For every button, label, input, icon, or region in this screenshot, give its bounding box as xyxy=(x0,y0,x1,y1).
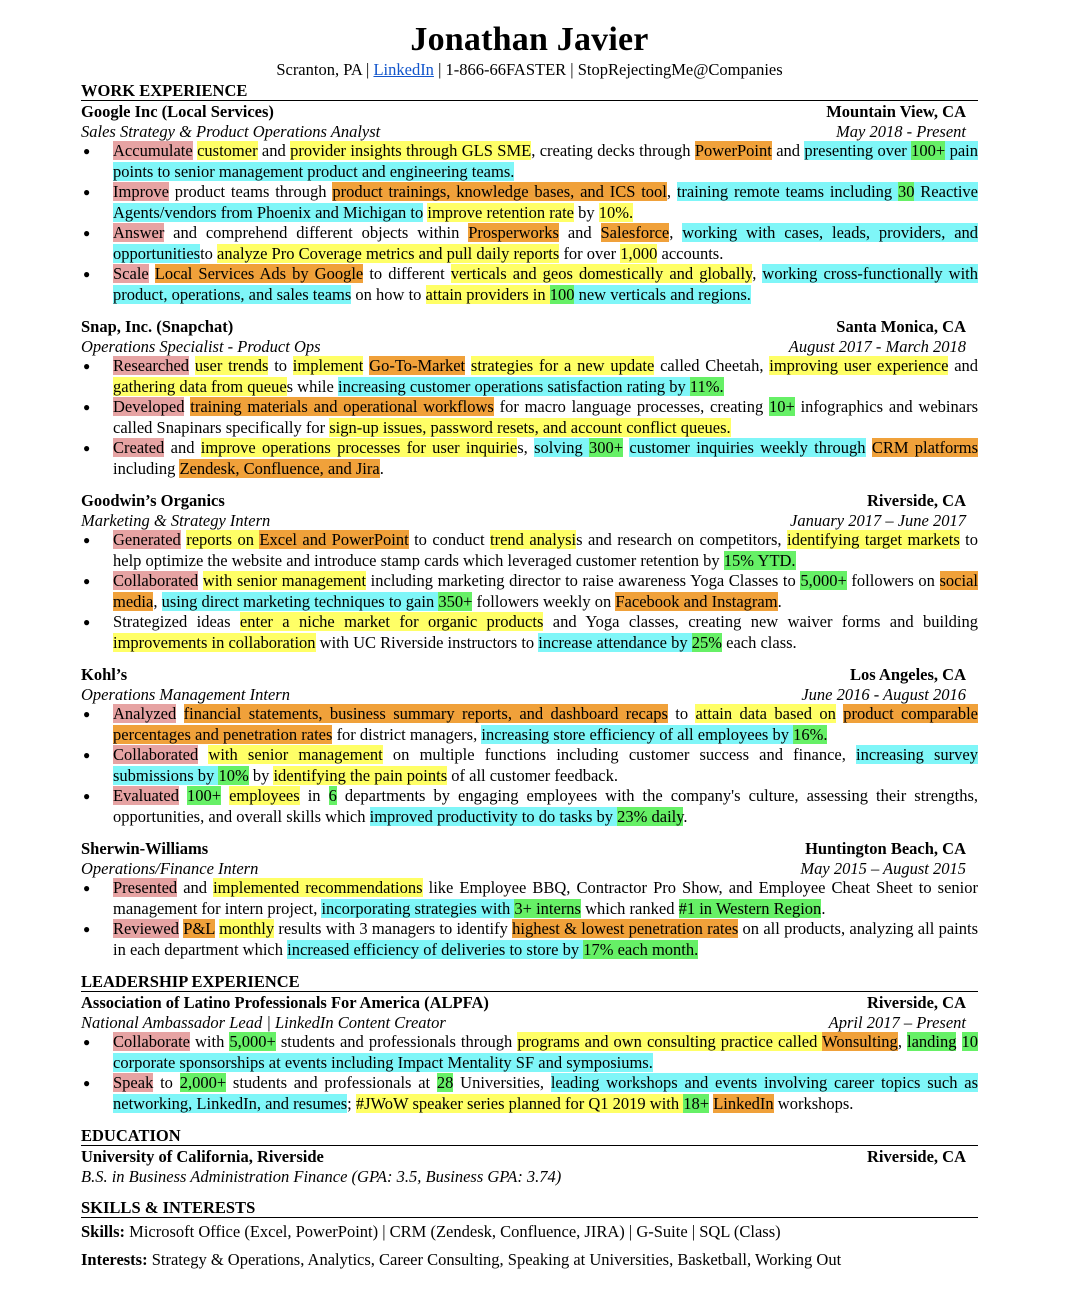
bullet-item xyxy=(81,919,978,960)
highlighted-phrase: 1,000 xyxy=(620,243,658,263)
highlighted-phrase: 350+ xyxy=(438,591,473,611)
highlighted-phrase: social media xyxy=(113,571,978,611)
skills-line xyxy=(81,1222,978,1242)
highlighted-phrase: leading workshops and events involving career topics such as networking, LinkedIn, and resumes xyxy=(113,1073,978,1113)
highlighted-phrase: 6 xyxy=(328,786,337,805)
highlighted-phrase: Answer xyxy=(113,223,165,242)
bullet-text: followers on xyxy=(846,571,940,590)
job-entry xyxy=(81,839,978,960)
highlighted-phrase: attain data based on xyxy=(695,704,836,723)
bullet-text: students and professionals at xyxy=(226,1073,437,1092)
highlighted-phrase: analyze Pro Coverage metrics and pull daily reports xyxy=(217,243,560,263)
bullet-list xyxy=(81,1032,978,1114)
highlighted-phrase: 15% YTD. xyxy=(723,550,796,570)
job-title: Operations Specialist - Product Ops xyxy=(81,336,321,356)
highlighted-phrase: 5,000+ xyxy=(229,1032,276,1051)
job-dates: June 2016 - August 2016 xyxy=(801,684,966,704)
organization-name: Kohl’s xyxy=(81,665,128,684)
highlighted-phrase: identifying target markets xyxy=(786,530,960,549)
highlighted-phrase: Wonsulting xyxy=(822,1032,898,1051)
highlighted-phrase: CRM platforms xyxy=(871,438,979,457)
bullet-item xyxy=(81,612,978,653)
bullet-item xyxy=(81,182,978,223)
highlighted-phrase: identifying the pain points xyxy=(273,765,448,785)
highlighted-phrase: Local Services Ads by Google xyxy=(154,264,364,283)
job-entry xyxy=(81,102,978,305)
bullet-text: which ranked xyxy=(580,898,679,918)
job-location: Los Angeles, CA xyxy=(850,665,966,684)
job-header-row xyxy=(81,491,978,511)
bullet-text: and comprehend different objects within xyxy=(164,223,469,242)
highlighted-phrase: Zendesk, Confluence, and Jira xyxy=(179,458,380,478)
bullet-item xyxy=(81,223,978,264)
highlighted-phrase: product trainings, knowledge bases, and ICS tool xyxy=(332,182,667,201)
bullet-text: and xyxy=(558,223,601,242)
highlighted-phrase: Improve xyxy=(113,182,169,201)
education-section xyxy=(81,1126,978,1186)
highlighted-phrase: P&L xyxy=(183,919,215,938)
organization-name: Goodwin’s Organics xyxy=(81,491,225,510)
highlighted-phrase: user trends xyxy=(194,356,269,375)
job-header-row xyxy=(81,839,978,859)
bullet-item xyxy=(81,745,978,786)
bullet-text: by xyxy=(573,202,599,222)
highlighted-phrase: Excel and PowerPoint xyxy=(259,530,409,549)
contact-line xyxy=(81,59,978,81)
highlighted-phrase: 5,000+ xyxy=(800,571,847,590)
bullet-item xyxy=(81,397,978,438)
job-location: Riverside, CA xyxy=(867,491,966,510)
highlighted-phrase: sign-up issues, password resets, and account conflict queues. xyxy=(329,417,731,437)
bullet-item xyxy=(81,1032,978,1073)
highlighted-phrase: Reviewed xyxy=(113,919,179,938)
bullet-item xyxy=(81,438,978,479)
job-entry xyxy=(81,491,978,653)
job-title: Marketing & Strategy Intern xyxy=(81,510,271,530)
bullet-text: ; xyxy=(347,1093,356,1113)
highlighted-phrase: improved productivity to do tasks by xyxy=(369,806,618,826)
bullet-text: with xyxy=(189,1032,230,1051)
job-dates: April 2017 – Present xyxy=(828,1012,966,1032)
highlighted-phrase: enter a niche market for organic products xyxy=(239,612,544,631)
highlighted-phrase: trend analysi xyxy=(490,530,577,549)
bullet-text: on all products, analyzing all paints in each department which xyxy=(113,919,978,959)
highlighted-phrase: Collaborate xyxy=(113,1032,190,1051)
bullet-text: with UC Riverside instructors to xyxy=(315,632,539,652)
highlighted-phrase: reports on xyxy=(186,530,260,549)
bullet-text xyxy=(189,356,195,375)
bullet-item xyxy=(81,530,978,571)
bullet-text: Universities, xyxy=(453,1073,551,1092)
contact-separator: | xyxy=(361,60,374,79)
bullet-text xyxy=(866,438,872,457)
school-name: University of California, Riverside xyxy=(81,1147,324,1166)
highlighted-phrase: LinkedIn xyxy=(713,1093,774,1113)
bullet-text xyxy=(956,1032,961,1051)
bullet-list xyxy=(81,356,978,479)
bullet-text: to conduct xyxy=(408,530,491,549)
highlighted-phrase: Evaluated xyxy=(113,786,179,805)
highlighted-phrase: working cross-functionally with product, operations, and sales teams xyxy=(113,264,978,304)
job-location: Riverside, CA xyxy=(867,993,966,1012)
bullet-text: , xyxy=(752,264,763,283)
bullet-text: . xyxy=(683,806,688,826)
highlighted-phrase: Accumulate xyxy=(113,141,193,160)
bullet-text xyxy=(221,786,229,805)
bullet-text: accounts. xyxy=(657,243,724,263)
highlighted-phrase: with senior management xyxy=(208,745,383,764)
highlighted-phrase: 18+ xyxy=(683,1093,710,1113)
school-location: Riverside, CA xyxy=(867,1147,966,1166)
highlighted-phrase: gathering data from queue xyxy=(113,376,287,396)
job-dates: May 2018 - Present xyxy=(836,121,966,141)
highlighted-phrase: customer xyxy=(197,141,258,160)
section-title-skills: SKILLS & INTERESTS xyxy=(81,1198,978,1218)
job-title: Sales Strategy & Product Operations Analyst xyxy=(81,121,381,141)
job-header-row xyxy=(81,102,978,122)
highlighted-phrase: 100 xyxy=(549,284,575,304)
highlighted-phrase: Go-To-Market xyxy=(369,356,466,375)
interests-label: Interests: xyxy=(81,1250,148,1269)
highlighted-phrase: 10% xyxy=(218,765,249,785)
job-title: National Ambassador Lead | LinkedIn Content Creator xyxy=(81,1012,446,1032)
organization-name: Association of Latino Professionals For America (ALPFA) xyxy=(81,993,489,1012)
job-header-row xyxy=(81,665,978,685)
highlighted-phrase: increasing survey submissions by xyxy=(113,745,979,785)
highlighted-phrase: Reactive Agents/vendors from Phoenix and Michigan to xyxy=(113,182,979,222)
highlighted-phrase: improving user experience xyxy=(769,356,949,375)
bullet-text: . xyxy=(777,591,782,611)
bullet-text xyxy=(198,745,208,764)
highlighted-phrase: Presented xyxy=(113,878,178,897)
highlighted-phrase: customer inquiries weekly through xyxy=(629,438,866,457)
highlighted-phrase: pain points to senior management product and engineering teams. xyxy=(113,141,978,181)
highlighted-phrase: using direct marketing techniques to gain xyxy=(161,591,439,611)
highlighted-phrase: Researched xyxy=(113,356,190,375)
highlighted-phrase: Scale xyxy=(113,264,149,283)
bullet-text: by xyxy=(248,765,274,785)
bullet-text: to xyxy=(153,1073,180,1092)
highlighted-phrase: 300+ xyxy=(589,438,624,457)
highlighted-phrase: product comparable percentages and penetration rates xyxy=(113,704,978,744)
highlighted-phrase: employees xyxy=(229,786,300,805)
highlighted-phrase: verticals and geos domestically and globally xyxy=(450,264,753,283)
highlighted-phrase: PowerPoint xyxy=(694,141,772,160)
bullet-text: workshops. xyxy=(773,1093,854,1113)
highlighted-phrase: Analyzed xyxy=(113,704,177,723)
skills-text: Microsoft Office (Excel, PowerPoint) | CRM (Zendesk, Confluence, JIRA) | G-Suite | SQL (Class) xyxy=(125,1222,781,1241)
bullet-text: to help optimize the website and introduce stamp cards which leveraged customer retention by xyxy=(113,530,979,570)
organization-name: Snap, Inc. (Snapchat) xyxy=(81,317,234,336)
highlighted-phrase: Prosperworks xyxy=(468,223,559,242)
contact-details: | 1-866-66FASTER | StopRejectingMe@Companies xyxy=(433,60,783,79)
bullet-item xyxy=(81,571,978,612)
highlighted-phrase: Generated xyxy=(113,530,181,549)
bullet-text: to xyxy=(268,356,293,375)
job-entry xyxy=(81,993,978,1114)
highlighted-phrase: improve operations processes for user inquirie xyxy=(200,438,518,457)
bullet-text: results with 3 managers to identify xyxy=(274,919,513,938)
job-dates: May 2015 – August 2015 xyxy=(800,858,966,878)
bullet-text: in xyxy=(299,786,329,805)
job-location: Mountain View, CA xyxy=(826,102,966,121)
highlighted-phrase: increasing customer operations satisfaction rating by xyxy=(337,376,690,396)
highlighted-phrase: attain providers in xyxy=(425,284,550,304)
bullet-text: s while xyxy=(286,376,338,396)
highlighted-phrase: implemented recommendations xyxy=(213,878,423,897)
highlighted-phrase: programs and own consulting practice called xyxy=(517,1032,823,1051)
highlighted-phrase: Salesforce xyxy=(600,223,670,242)
highlighted-phrase: increase attendance by xyxy=(538,632,692,652)
skills-label: Skills: xyxy=(81,1222,126,1241)
bullet-text: . xyxy=(379,458,384,478)
bullet-text: and Yoga classes, creating new waiver forms and building xyxy=(543,612,979,631)
bullet-text xyxy=(149,264,155,283)
highlighted-phrase: monthly xyxy=(219,919,275,938)
bullet-text: each class. xyxy=(722,632,797,652)
bullet-text: s and research on competitors, xyxy=(576,530,787,549)
highlighted-phrase: 100+ xyxy=(187,786,222,805)
highlighted-phrase: 100+ xyxy=(911,141,946,160)
highlighted-phrase: landing xyxy=(906,1032,957,1051)
highlighted-phrase: highest & lowest penetration rates xyxy=(512,919,739,938)
bullet-text: to different xyxy=(363,264,451,283)
highlighted-phrase: improve retention rate xyxy=(427,202,574,222)
bullet-text: for district managers, xyxy=(332,724,482,744)
skills-section xyxy=(81,1198,978,1270)
education-header-row xyxy=(81,1147,978,1167)
highlighted-phrase: Created xyxy=(113,438,165,457)
bullet-text: to xyxy=(667,704,696,723)
highlighted-phrase: 16%. xyxy=(793,724,828,744)
bullet-text: and xyxy=(948,356,979,375)
leadership-entries xyxy=(81,993,978,1114)
bullet-text: , creating decks through xyxy=(531,141,695,160)
job-location: Santa Monica, CA xyxy=(836,317,966,336)
bullet-text: like Employee BBQ, Contractor Pro Show, and Employee Cheat Sheet to senior management for intern project, xyxy=(113,878,978,918)
highlighted-phrase: Facebook and Instagram xyxy=(615,591,778,611)
highlighted-phrase: 30 xyxy=(897,182,915,201)
highlighted-phrase: #JWoW speaker series planned for Q1 2019 with xyxy=(355,1093,684,1113)
bullet-text: of all customer feedback. xyxy=(447,765,619,785)
highlighted-phrase: financial statements, business summary reports, and dashboard recaps xyxy=(183,704,668,723)
highlighted-phrase: 17% each month. xyxy=(583,939,699,959)
highlighted-phrase: #1 in Western Region xyxy=(678,898,822,918)
job-entry xyxy=(81,317,978,479)
bullet-text: , xyxy=(669,223,683,242)
job-role-row xyxy=(81,859,978,879)
bullet-list xyxy=(81,530,978,653)
highlighted-phrase: Collaborated xyxy=(113,745,199,764)
bullet-text: and xyxy=(164,438,201,457)
organization-name: Sherwin-Williams xyxy=(81,839,209,858)
highlighted-phrase: provider insights through GLS SME xyxy=(290,141,532,160)
highlighted-phrase: increasing store efficiency of all employees by xyxy=(481,724,794,744)
bullet-text: on how to xyxy=(351,284,426,304)
bullet-item xyxy=(81,141,978,182)
bullet-item xyxy=(81,786,978,827)
highlighted-phrase: 10+ xyxy=(768,397,795,416)
bullet-text: students and professionals through xyxy=(275,1032,518,1051)
job-header-row xyxy=(81,317,978,337)
highlighted-phrase: 11%. xyxy=(689,376,724,396)
bullet-list xyxy=(81,878,978,960)
job-dates: January 2017 – June 2017 xyxy=(790,510,966,530)
interests-line xyxy=(81,1250,978,1270)
section-title-leadership: LEADERSHIP EXPERIENCE xyxy=(81,972,978,992)
linkedin-link[interactable]: LinkedIn xyxy=(373,60,434,79)
bullet-text: for macro language processes, creating xyxy=(493,397,769,416)
highlighted-phrase: incorporating strategies with xyxy=(321,898,515,918)
highlighted-phrase: training remote teams including xyxy=(676,182,898,201)
highlighted-phrase: 10 xyxy=(961,1032,979,1051)
highlighted-phrase: 3+ interns xyxy=(514,898,581,918)
bullet-text xyxy=(176,704,183,723)
organization-name: Google Inc (Local Services) xyxy=(81,102,274,121)
bullet-text: departments by engaging employees with the company's culture, assessing their strengths, opportunities, and overall skills which xyxy=(113,786,978,826)
highlighted-phrase: strategies for a new update xyxy=(470,356,655,375)
highlighted-phrase: 10%. xyxy=(598,202,634,222)
job-role-row xyxy=(81,685,978,705)
job-role-row xyxy=(81,1013,978,1033)
bullet-text: s, xyxy=(517,438,535,457)
bullet-text: followers weekly on xyxy=(472,591,616,611)
bullet-text: , xyxy=(666,182,677,201)
bullet-item xyxy=(81,264,978,305)
bullet-text: and xyxy=(257,141,291,160)
highlighted-phrase: improvements in collaboration xyxy=(113,632,316,652)
job-dates: August 2017 - March 2018 xyxy=(788,336,966,356)
bullet-text: . xyxy=(821,898,826,918)
job-title: Operations/Finance Intern xyxy=(81,858,259,878)
bullet-text: to xyxy=(200,243,218,263)
highlighted-phrase: Collaborated xyxy=(113,571,199,590)
bullet-text: and xyxy=(177,878,214,897)
job-role-row xyxy=(81,122,978,142)
bullet-item xyxy=(81,878,978,919)
bullet-text: on multiple functions including customer success and finance, xyxy=(382,745,857,764)
contact-location: Scranton, PA xyxy=(276,60,362,79)
highlighted-phrase: new verticals and regions. xyxy=(574,284,751,304)
highlighted-phrase: with senior management xyxy=(202,571,367,590)
job-title: Operations Management Intern xyxy=(81,684,290,704)
bullet-list xyxy=(81,704,978,827)
degree: B.S. in Business Administration Finance (GPA: 3.5, Business GPA: 3.74) xyxy=(81,1166,562,1186)
section-title-education: EDUCATION xyxy=(81,1126,978,1146)
work-experience-section xyxy=(81,81,978,960)
bullet-text: and xyxy=(771,141,805,160)
bullet-text: including marketing director to raise awareness Yoga Classes to xyxy=(366,571,801,590)
highlighted-phrase: 28 xyxy=(436,1073,454,1092)
highlighted-phrase: training materials and operational workflows xyxy=(190,397,494,416)
bullet-text: product teams through xyxy=(168,182,333,201)
highlighted-phrase: solving xyxy=(534,438,590,457)
education-entry xyxy=(81,1147,978,1186)
highlighted-phrase: increased efficiency of deliveries to store by xyxy=(287,939,584,959)
job-location: Huntington Beach, CA xyxy=(805,839,966,858)
section-title-work: WORK EXPERIENCE xyxy=(81,81,978,101)
candidate-name: Jonathan Javier xyxy=(410,21,649,58)
bullet-item xyxy=(81,704,978,745)
bullet-text: including xyxy=(113,458,180,478)
highlighted-phrase: Developed xyxy=(113,397,185,416)
bullet-item xyxy=(81,356,978,397)
bullet-text: , xyxy=(897,1032,907,1051)
bullet-item xyxy=(81,1073,978,1114)
education-degree-row xyxy=(81,1167,978,1187)
job-header-row xyxy=(81,993,978,1013)
highlighted-phrase: 25% xyxy=(691,632,722,652)
job-role-row xyxy=(81,337,978,357)
highlighted-phrase: Speak xyxy=(113,1073,154,1092)
job-entry xyxy=(81,665,978,827)
bullet-text: Strategized ideas xyxy=(113,612,240,631)
bullet-text xyxy=(179,786,187,805)
bullet-text: infographics and webinars called Snapinars specifically for xyxy=(113,397,978,437)
bullet-text: for over xyxy=(559,243,621,263)
highlighted-phrase: presenting over xyxy=(804,141,912,160)
bullet-text: called Cheetah, xyxy=(654,356,770,375)
job-role-row xyxy=(81,511,978,531)
work-entries xyxy=(81,102,978,960)
interests-text: Strategy & Operations, Analytics, Career Consulting, Speaking at Universities, Basketball, Working Out xyxy=(147,1250,842,1269)
highlighted-phrase: 2,000+ xyxy=(179,1073,227,1092)
bullet-list xyxy=(81,141,978,305)
highlighted-phrase: 23% daily xyxy=(617,806,684,826)
leadership-section xyxy=(81,972,978,1114)
highlighted-phrase: implement xyxy=(292,356,364,375)
highlighted-phrase: corporate sponsorships at events including Impact Mentality SF and symposiums. xyxy=(113,1052,653,1072)
bullet-text: , xyxy=(153,591,162,611)
highlighted-phrase: working with cases, leads, providers, and opportunities xyxy=(113,223,979,263)
